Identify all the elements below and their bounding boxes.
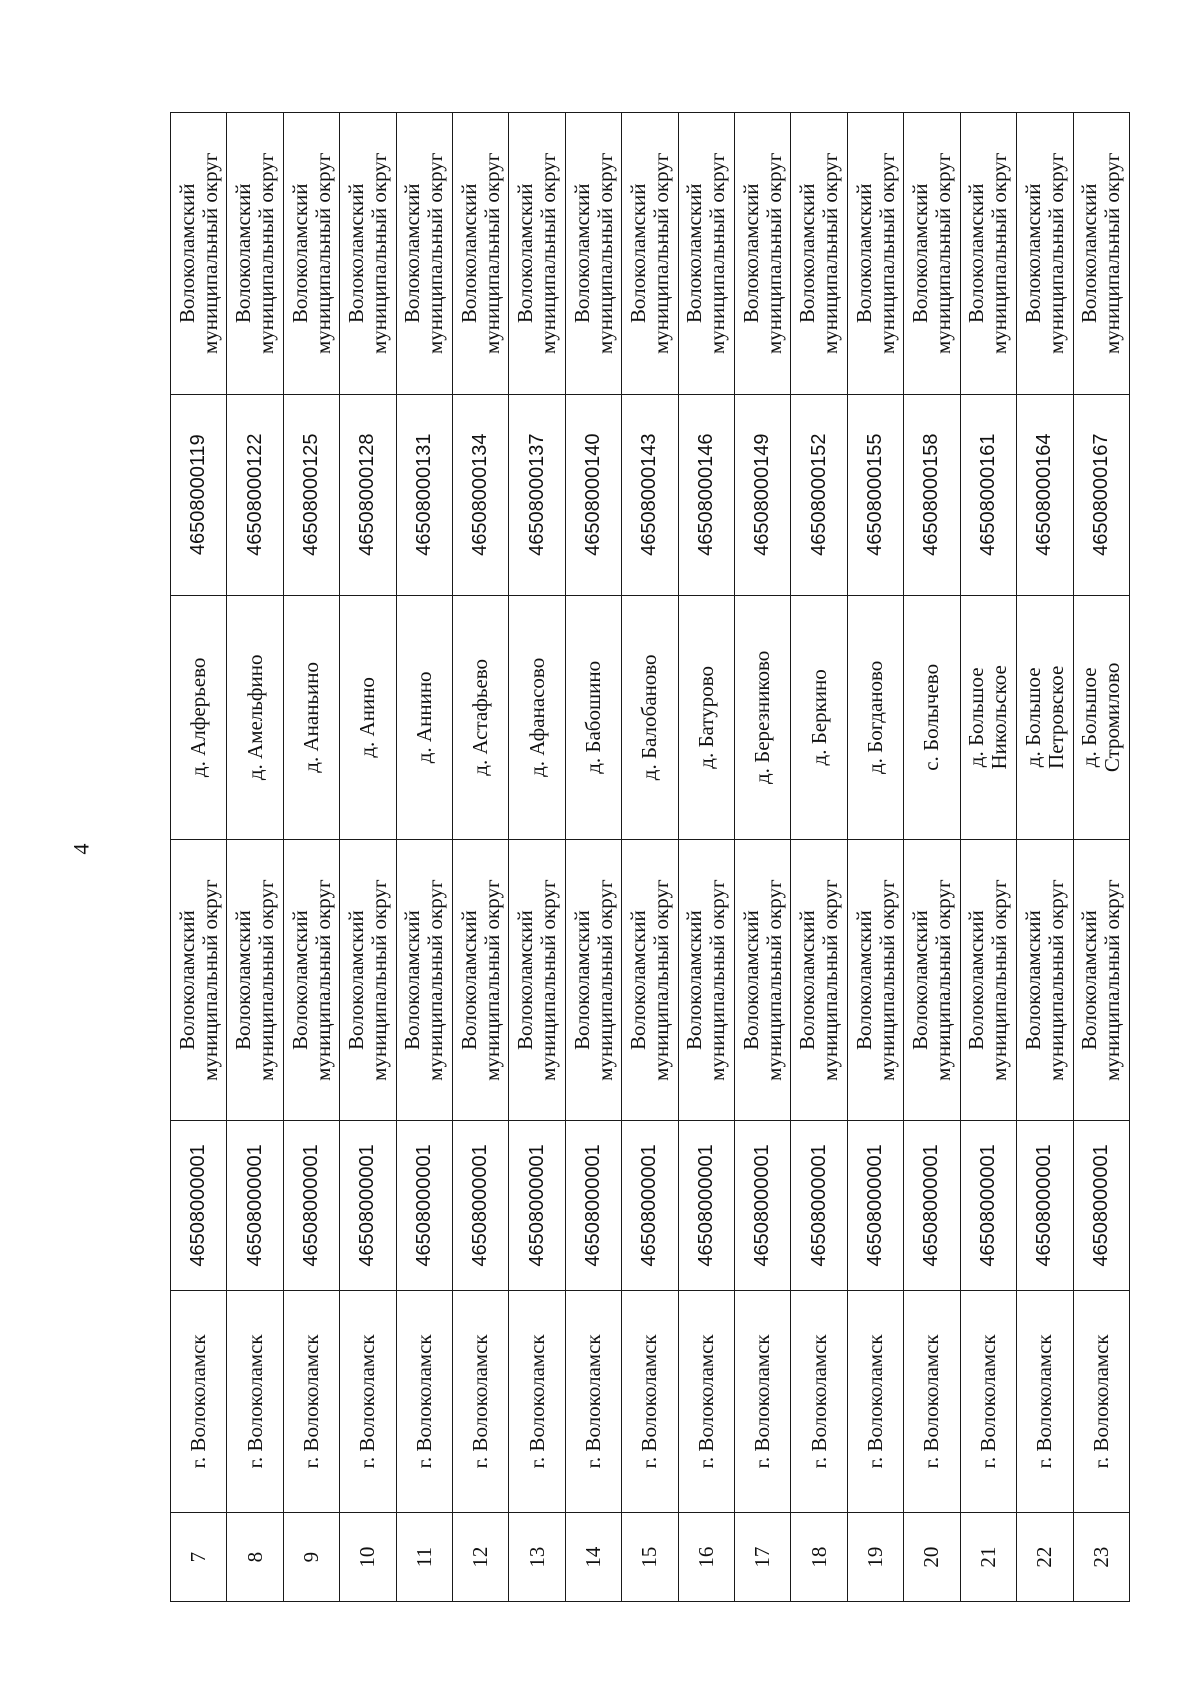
- settlement-cell-line-1: д. Амельфино: [242, 654, 267, 781]
- table-row: [340, 113, 396, 1602]
- settlement-okrug-cell-line-2: муниципальный округ: [479, 152, 504, 354]
- city-okrug-cell: [453, 839, 509, 1121]
- city-okrug-cell: [904, 839, 960, 1121]
- city-code-cell: 46508000001: [791, 1121, 847, 1290]
- city-cell: г. Волоколамск: [283, 1290, 339, 1513]
- table-body: [171, 113, 1130, 1602]
- city-cell: г. Волоколамск: [1017, 1290, 1073, 1513]
- settlement-okrug-cell: [622, 113, 678, 395]
- city-okrug-cell-line-1: Волоколамский: [231, 910, 256, 1050]
- city-okrug-cell-line-2: муниципальный округ: [254, 879, 279, 1081]
- settlement-code-cell: 46508000158: [904, 394, 960, 595]
- settlement-okrug-cell-line-1: Волоколамский: [513, 183, 538, 324]
- settlement-code-cell: 46508000143: [622, 394, 678, 595]
- city-okrug-cell-line-2: муниципальный округ: [1043, 879, 1068, 1081]
- city-okrug-cell-line-2: муниципальный округ: [930, 879, 955, 1081]
- settlement-code-cell: 46508000119: [171, 394, 227, 595]
- settlement-cell: [678, 595, 734, 839]
- settlement-cell-line-1: д. Березниково: [750, 650, 775, 785]
- city-okrug-cell-line-1: Волоколамский: [569, 910, 594, 1050]
- settlement-okrug-cell-line-1: Волоколамский: [456, 183, 481, 324]
- settlement-okrug-cell-line-2: муниципальный округ: [874, 152, 899, 354]
- table-row: [904, 113, 960, 1602]
- city-okrug-cell-line-2: муниципальный округ: [479, 879, 504, 1081]
- city-okrug-cell-line-1: Волоколамский: [1077, 910, 1102, 1050]
- table-row: [1073, 113, 1130, 1602]
- settlement-code-cell: 46508000155: [847, 394, 903, 595]
- table-row: [509, 113, 565, 1602]
- row-number-cell: 19: [847, 1513, 903, 1602]
- row-number-cell: 9: [283, 1513, 339, 1602]
- table-row: [622, 113, 678, 1602]
- settlement-cell-line-1: д. Большое: [964, 667, 989, 768]
- settlement-cell: [340, 595, 396, 839]
- settlement-okrug-cell-line-1: Волоколамский: [964, 183, 989, 324]
- settlement-cell-line-1: д. Алферьево: [186, 657, 211, 778]
- row-number-cell: 10: [340, 1513, 396, 1602]
- settlement-okrug-cell: [453, 113, 509, 395]
- settlement-code-cell: 46508000167: [1073, 394, 1130, 595]
- city-okrug-cell-line-1: Волоколамский: [851, 910, 876, 1050]
- city-okrug-cell-line-2: муниципальный округ: [366, 879, 391, 1081]
- city-okrug-cell: [622, 839, 678, 1121]
- row-number-cell: 11: [396, 1513, 452, 1602]
- city-code-cell: 46508000001: [904, 1121, 960, 1290]
- settlement-okrug-cell-line-1: Волоколамский: [625, 183, 650, 324]
- settlement-okrug-cell-line-1: Волоколамский: [795, 183, 820, 324]
- settlement-cell-line-2: Петровское: [1043, 665, 1068, 769]
- settlement-cell-line-1: д. Большое: [1077, 667, 1102, 768]
- city-cell: г. Волоколамск: [509, 1290, 565, 1513]
- city-code-cell: 46508000001: [1017, 1121, 1073, 1290]
- city-cell: г. Волоколамск: [396, 1290, 452, 1513]
- city-code-cell: 46508000001: [509, 1121, 565, 1290]
- city-okrug-cell: [340, 839, 396, 1121]
- settlement-code-cell: 46508000164: [1017, 394, 1073, 595]
- settlements-table: [170, 112, 1130, 1602]
- settlement-okrug-cell: [1073, 113, 1130, 395]
- settlement-cell-line-1: д. Ананьино: [299, 662, 324, 773]
- city-code-cell: 46508000001: [678, 1121, 734, 1290]
- settlement-okrug-cell: [171, 113, 227, 395]
- city-okrug-cell: [791, 839, 847, 1121]
- settlement-okrug-cell: [847, 113, 903, 395]
- row-number-cell: 8: [227, 1513, 283, 1602]
- settlement-code-cell: 46508000122: [227, 394, 283, 595]
- settlement-cell-line-1: д. Богданово: [863, 660, 888, 775]
- settlement-cell-line-2: Никольское: [987, 665, 1012, 770]
- city-code-cell: 46508000001: [227, 1121, 283, 1290]
- settlement-okrug-cell-line-1: Волоколамский: [174, 183, 199, 324]
- city-okrug-cell-line-2: муниципальный округ: [987, 879, 1012, 1081]
- city-okrug-cell-line-1: Волоколамский: [513, 910, 538, 1050]
- settlement-cell-line-1: д. Батурово: [693, 666, 718, 769]
- row-number-cell: 14: [565, 1513, 621, 1602]
- city-okrug-cell-line-2: муниципальный округ: [761, 879, 786, 1081]
- city-code-cell: 46508000001: [171, 1121, 227, 1290]
- settlement-cell: [1017, 595, 1073, 839]
- settlement-okrug-cell-line-1: Волоколамский: [400, 183, 425, 324]
- row-number-cell: 7: [171, 1513, 227, 1602]
- settlement-okrug-cell-line-2: муниципальный округ: [930, 152, 955, 354]
- settlement-okrug-cell: [565, 113, 621, 395]
- city-cell: г. Волоколамск: [735, 1290, 791, 1513]
- city-okrug-cell: [735, 839, 791, 1121]
- city-code-cell: 46508000001: [1073, 1121, 1130, 1290]
- settlement-okrug-cell-line-2: муниципальный округ: [818, 152, 843, 354]
- settlement-okrug-cell-line-2: муниципальный округ: [423, 152, 448, 354]
- settlement-okrug-cell-line-2: муниципальный округ: [254, 152, 279, 354]
- page-number: 4: [68, 843, 94, 855]
- settlement-okrug-cell-line-1: Волоколамский: [1077, 183, 1102, 324]
- settlement-okrug-cell-line-1: Волоколамский: [231, 183, 256, 324]
- city-cell: г. Волоколамск: [904, 1290, 960, 1513]
- settlement-code-cell: 46508000152: [791, 394, 847, 595]
- city-okrug-cell-line-2: муниципальный округ: [874, 879, 899, 1081]
- table-row: [283, 113, 339, 1602]
- table-row: [735, 113, 791, 1602]
- settlement-cell: [847, 595, 903, 839]
- table-row: [396, 113, 452, 1602]
- city-okrug-cell-line-1: Волоколамский: [907, 910, 932, 1050]
- table-row: [847, 113, 903, 1602]
- settlement-okrug-cell-line-1: Волоколамский: [1020, 183, 1045, 324]
- settlement-okrug-cell-line-1: Волоколамский: [907, 183, 932, 324]
- settlement-okrug-cell-line-2: муниципальный округ: [1100, 152, 1125, 354]
- row-number-cell: 15: [622, 1513, 678, 1602]
- row-number-cell: 16: [678, 1513, 734, 1602]
- settlement-okrug-cell: [791, 113, 847, 395]
- city-cell: г. Волоколамск: [453, 1290, 509, 1513]
- settlement-cell: [171, 595, 227, 839]
- settlement-okrug-cell-line-2: муниципальный округ: [648, 152, 673, 354]
- settlement-cell: [791, 595, 847, 839]
- settlement-okrug-cell: [396, 113, 452, 395]
- settlement-okrug-cell-line-2: муниципальный округ: [1043, 152, 1068, 354]
- city-code-cell: 46508000001: [453, 1121, 509, 1290]
- table-row: [791, 113, 847, 1602]
- settlement-okrug-cell-line-1: Волоколамский: [343, 183, 368, 324]
- settlement-cell-line-1: д. Балобаново: [637, 654, 662, 781]
- city-okrug-cell: [1073, 839, 1130, 1121]
- city-okrug-cell-line-2: муниципальный округ: [818, 879, 843, 1081]
- row-number-cell: 18: [791, 1513, 847, 1602]
- settlement-okrug-cell-line-2: муниципальный округ: [761, 152, 786, 354]
- settlement-cell: [565, 595, 621, 839]
- row-number-cell: 17: [735, 1513, 791, 1602]
- city-okrug-cell-line-1: Волоколамский: [174, 910, 199, 1050]
- city-okrug-cell-line-1: Волоколамский: [738, 910, 763, 1050]
- settlement-code-cell: 46508000134: [453, 394, 509, 595]
- settlement-okrug-cell-line-2: муниципальный округ: [536, 152, 561, 354]
- city-cell: г. Волоколамск: [847, 1290, 903, 1513]
- settlement-okrug-cell: [960, 113, 1016, 395]
- settlement-okrug-cell-line-2: муниципальный округ: [197, 152, 222, 354]
- settlement-cell-line-1: д. Бабошино: [581, 660, 606, 774]
- settlement-okrug-cell-line-2: муниципальный округ: [705, 152, 730, 354]
- settlement-okrug-cell-line-1: Волоколамский: [738, 183, 763, 324]
- table-row: [678, 113, 734, 1602]
- city-code-cell: 46508000001: [847, 1121, 903, 1290]
- settlement-code-cell: 46508000137: [509, 394, 565, 595]
- city-okrug-cell-line-1: Волоколамский: [343, 910, 368, 1050]
- city-code-cell: 46508000001: [340, 1121, 396, 1290]
- settlement-cell-line-2: Стромилово: [1100, 662, 1125, 773]
- city-okrug-cell-line-2: муниципальный округ: [310, 879, 335, 1081]
- city-okrug-cell-line-1: Волоколамский: [964, 910, 989, 1050]
- city-cell: г. Волоколамск: [340, 1290, 396, 1513]
- row-number-cell: 22: [1017, 1513, 1073, 1602]
- table-row: [565, 113, 621, 1602]
- city-cell: г. Волоколамск: [227, 1290, 283, 1513]
- settlement-code-cell: 46508000131: [396, 394, 452, 595]
- settlement-cell-line-1: д. Астафьево: [468, 659, 493, 776]
- table-row: [453, 113, 509, 1602]
- settlement-okrug-cell-line-2: муниципальный округ: [987, 152, 1012, 354]
- settlement-okrug-cell-line-2: муниципальный округ: [366, 152, 391, 354]
- city-code-cell: 46508000001: [396, 1121, 452, 1290]
- settlement-cell: [396, 595, 452, 839]
- city-cell: г. Волоколамск: [565, 1290, 621, 1513]
- settlement-okrug-cell: [340, 113, 396, 395]
- table-row: [171, 113, 227, 1602]
- city-okrug-cell: [847, 839, 903, 1121]
- settlement-okrug-cell-line-2: муниципальный округ: [592, 152, 617, 354]
- settlement-okrug-cell-line-1: Волоколамский: [851, 183, 876, 324]
- city-okrug-cell-line-1: Волоколамский: [287, 910, 312, 1050]
- row-number-cell: 21: [960, 1513, 1016, 1602]
- settlement-okrug-cell: [509, 113, 565, 395]
- settlement-okrug-cell: [1017, 113, 1073, 395]
- settlement-cell-line-1: д. Афанасово: [524, 657, 549, 777]
- settlement-cell-line-1: с. Болычево: [919, 663, 944, 771]
- settlement-code-cell: 46508000140: [565, 394, 621, 595]
- settlement-cell: [1073, 595, 1130, 839]
- settlement-code-cell: 46508000161: [960, 394, 1016, 595]
- city-code-cell: 46508000001: [283, 1121, 339, 1290]
- settlement-okrug-cell-line-1: Волоколамский: [569, 183, 594, 324]
- settlement-cell: [622, 595, 678, 839]
- city-okrug-cell-line-2: муниципальный округ: [705, 879, 730, 1081]
- city-code-cell: 46508000001: [960, 1121, 1016, 1290]
- settlement-cell-line-1: д. Большое: [1020, 667, 1045, 768]
- city-okrug-cell: [509, 839, 565, 1121]
- city-okrug-cell-line-1: Волоколамский: [400, 910, 425, 1050]
- city-cell: г. Волоколамск: [622, 1290, 678, 1513]
- settlement-code-cell: 46508000146: [678, 394, 734, 595]
- city-code-cell: 46508000001: [565, 1121, 621, 1290]
- city-cell: г. Волоколамск: [1073, 1290, 1130, 1513]
- settlement-cell-line-1: д. Беркино: [806, 669, 831, 766]
- table-row: [1017, 113, 1073, 1602]
- city-okrug-cell: [565, 839, 621, 1121]
- settlement-okrug-cell: [283, 113, 339, 395]
- city-okrug-cell: [678, 839, 734, 1121]
- settlement-cell: [904, 595, 960, 839]
- table-row: [960, 113, 1016, 1602]
- city-okrug-cell-line-1: Волоколамский: [682, 910, 707, 1050]
- city-okrug-cell-line-1: Волоколамский: [795, 910, 820, 1050]
- city-cell: г. Волоколамск: [791, 1290, 847, 1513]
- city-cell: г. Волоколамск: [678, 1290, 734, 1513]
- row-number-cell: 20: [904, 1513, 960, 1602]
- settlement-cell: [453, 595, 509, 839]
- city-code-cell: 46508000001: [735, 1121, 791, 1290]
- settlement-cell: [735, 595, 791, 839]
- city-okrug-cell-line-2: муниципальный округ: [536, 879, 561, 1081]
- settlement-cell: [509, 595, 565, 839]
- city-okrug-cell: [171, 839, 227, 1121]
- settlement-cell-line-1: д. Анино: [355, 677, 380, 758]
- settlement-okrug-cell: [904, 113, 960, 395]
- settlement-okrug-cell-line-2: муниципальный округ: [310, 152, 335, 354]
- city-cell: г. Волоколамск: [171, 1290, 227, 1513]
- city-okrug-cell-line-2: муниципальный округ: [423, 879, 448, 1081]
- settlement-cell: [960, 595, 1016, 839]
- settlement-okrug-cell-line-1: Волоколамский: [682, 183, 707, 324]
- city-okrug-cell-line-2: муниципальный округ: [197, 879, 222, 1081]
- settlement-cell: [227, 595, 283, 839]
- city-okrug-cell: [283, 839, 339, 1121]
- settlement-okrug-cell: [227, 113, 283, 395]
- settlement-code-cell: 46508000125: [283, 394, 339, 595]
- city-okrug-cell-line-1: Волоколамский: [1020, 910, 1045, 1050]
- city-okrug-cell: [960, 839, 1016, 1121]
- city-okrug-cell: [1017, 839, 1073, 1121]
- settlement-okrug-cell: [735, 113, 791, 395]
- settlement-okrug-cell-line-1: Волоколамский: [287, 183, 312, 324]
- city-okrug-cell: [396, 839, 452, 1121]
- settlement-code-cell: 46508000149: [735, 394, 791, 595]
- settlement-cell: [283, 595, 339, 839]
- city-okrug-cell: [227, 839, 283, 1121]
- city-cell: г. Волоколамск: [960, 1290, 1016, 1513]
- settlement-okrug-cell: [678, 113, 734, 395]
- city-code-cell: 46508000001: [622, 1121, 678, 1290]
- city-okrug-cell-line-2: муниципальный округ: [648, 879, 673, 1081]
- city-okrug-cell-line-2: муниципальный округ: [592, 879, 617, 1081]
- settlement-code-cell: 46508000128: [340, 394, 396, 595]
- settlement-cell-line-1: д. Аннино: [411, 671, 436, 764]
- table-row: [227, 113, 283, 1602]
- city-okrug-cell-line-2: муниципальный округ: [1100, 879, 1125, 1081]
- city-okrug-cell-line-1: Волоколамский: [456, 910, 481, 1050]
- row-number-cell: 13: [509, 1513, 565, 1602]
- city-okrug-cell-line-1: Волоколамский: [625, 910, 650, 1050]
- row-number-cell: 23: [1073, 1513, 1130, 1602]
- row-number-cell: 12: [453, 1513, 509, 1602]
